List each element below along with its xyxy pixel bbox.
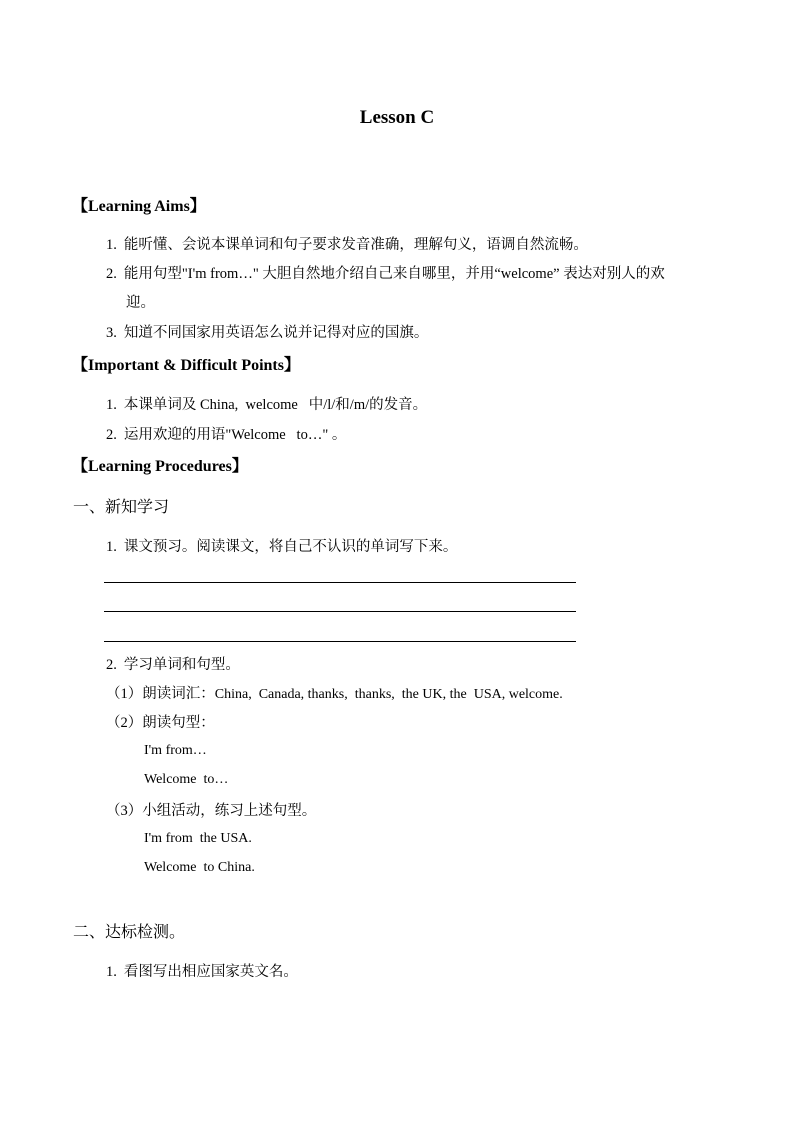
step-number: 2. xyxy=(106,657,117,673)
practice-sentence: Welcome to China. xyxy=(144,860,255,875)
page-title: Lesson C xyxy=(359,107,435,128)
aim-item-1 xyxy=(106,233,588,254)
section-2-title: 二、达标检测。 xyxy=(73,924,186,941)
aim-item-2-continuation: 迎。 xyxy=(126,295,155,311)
step-text: 看图写出相应国家英文名。 xyxy=(123,964,298,980)
answer-line-2[interactable] xyxy=(104,611,576,612)
aim-item-number: 2. xyxy=(106,266,117,282)
learning-aims-heading: 【Learning Aims】 xyxy=(72,198,206,215)
step-text: 课文预习。阅读课文，将自己不认识的单词写下来。 xyxy=(123,539,458,555)
sub-item-label: （1）朗读词汇： xyxy=(106,686,215,702)
aim-item-text: 能听懂、会说本课单词和句子要求发音准确，理解句义，语调自然流畅。 xyxy=(123,237,588,253)
step-number: 1. xyxy=(106,539,117,555)
sub-item-3: （3）小组活动，练习上述句型。 xyxy=(106,803,317,819)
point-item-text: 运用欢迎的用语"Welcome to…" 。 xyxy=(123,427,347,443)
procedures-heading: 【Learning Procedures】 xyxy=(72,458,248,475)
section-1-title: 一、新知学习 xyxy=(73,499,170,516)
point-item-1 xyxy=(106,393,427,414)
section-2-step-1 xyxy=(106,960,298,981)
point-item-number: 1. xyxy=(106,397,117,413)
aim-item-3 xyxy=(106,321,428,342)
sentence-pattern: I'm from… xyxy=(144,743,207,758)
aim-item-number: 1. xyxy=(106,237,117,253)
section-1-step-2 xyxy=(106,653,240,674)
aim-item-text: 能用句型"I'm from…" 大胆自然地介绍自己来自哪里，并用“welcome” 表达对别人的欢 xyxy=(123,266,665,282)
answer-line-3[interactable] xyxy=(104,641,576,642)
aim-item-2 xyxy=(106,262,665,283)
section-1-step-1 xyxy=(106,535,457,556)
answer-line-1[interactable] xyxy=(104,582,576,583)
practice-sentence: I'm from the USA. xyxy=(144,831,252,846)
sentence-pattern: Welcome to… xyxy=(144,772,229,787)
sub-item-2: （2）朗读句型： xyxy=(106,715,215,731)
aim-item-text: 知道不同国家用英语怎么说并记得对应的国旗。 xyxy=(123,325,429,341)
step-number: 1. xyxy=(106,964,117,980)
sub-item-1 xyxy=(106,682,563,703)
step-text: 学习单词和句型。 xyxy=(123,657,240,673)
point-item-text: 本课单词及 China, welcome 中/l/和/m/的发音。 xyxy=(123,397,428,413)
vocabulary-list: China, Canada, thanks, thanks, the UK, the USA, welcome. xyxy=(214,687,563,702)
aim-item-number: 3. xyxy=(106,325,117,341)
point-item-2 xyxy=(106,423,346,444)
point-item-number: 2. xyxy=(106,427,117,443)
important-points-heading: 【Important & Difficult Points】 xyxy=(72,357,300,374)
